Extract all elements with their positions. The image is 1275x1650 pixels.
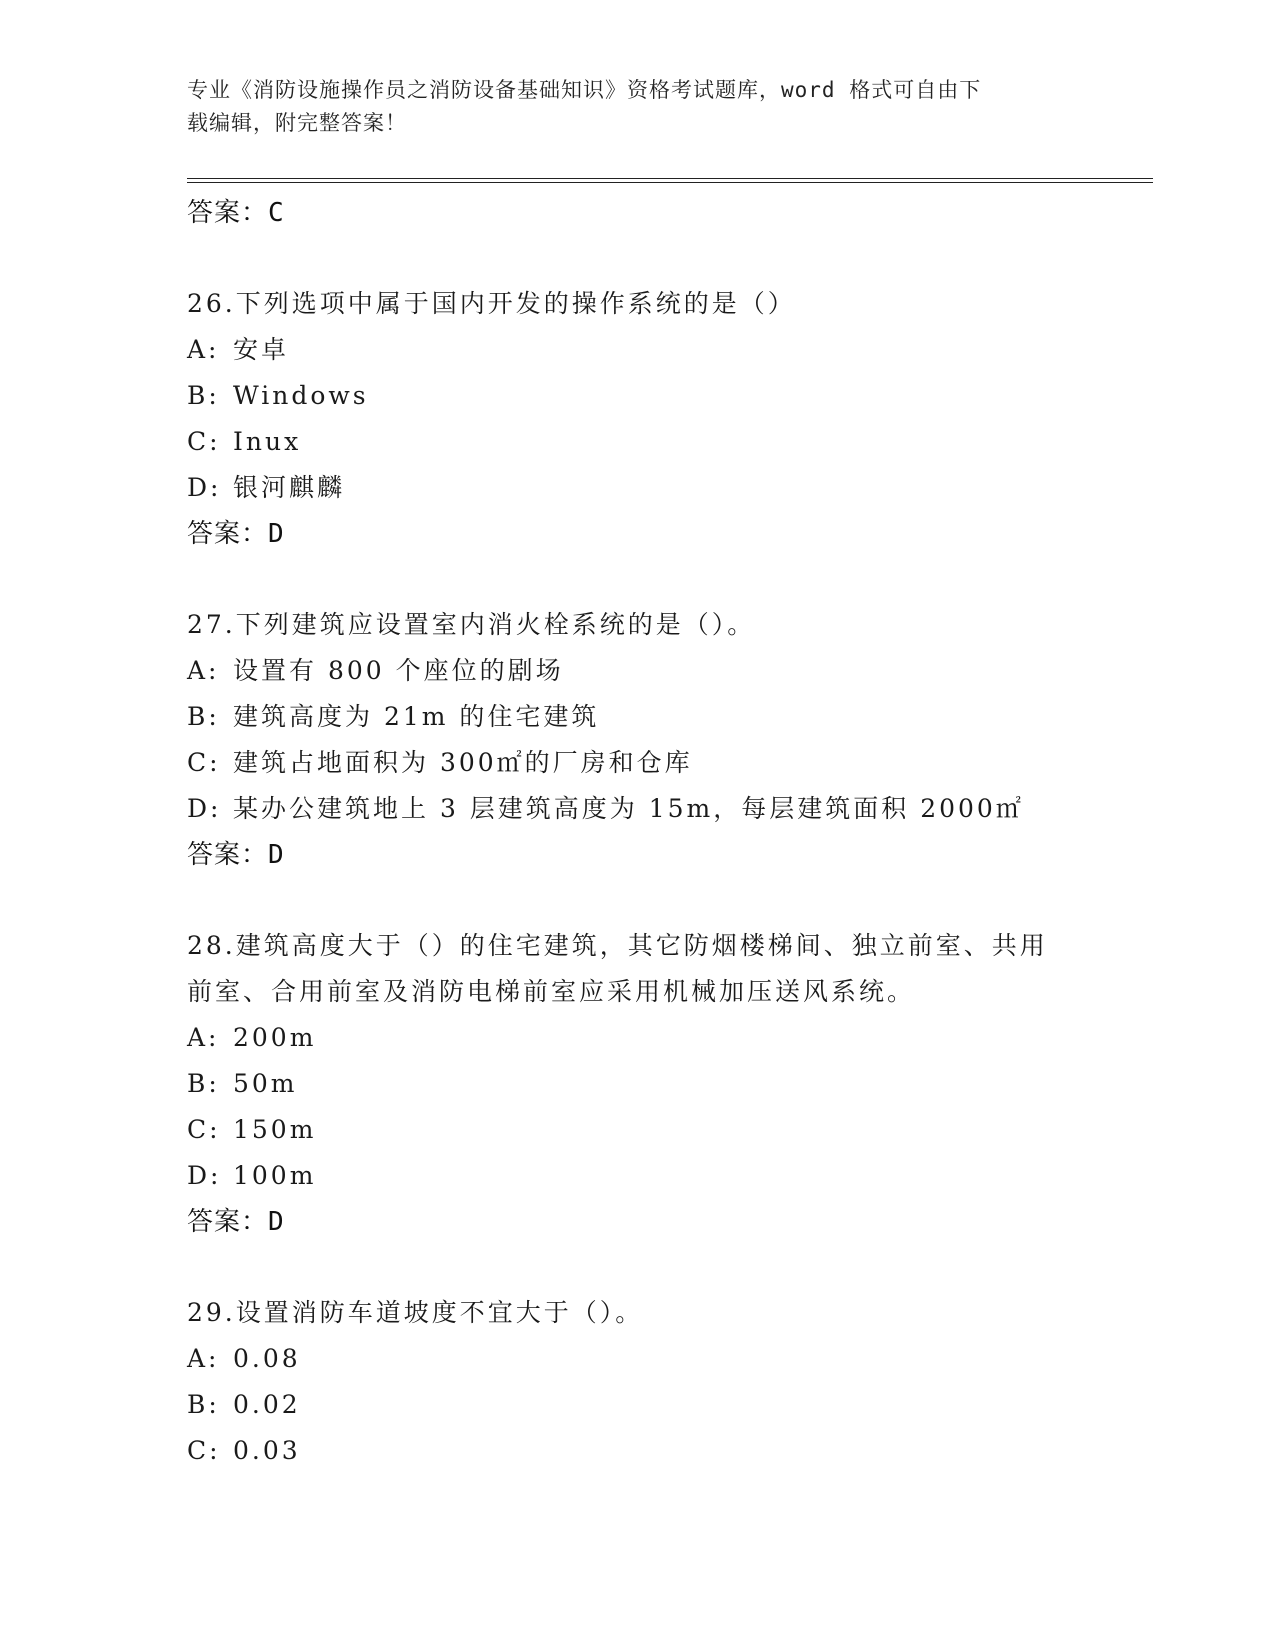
option-b — [187, 694, 1087, 740]
question-28-continued: 前室、合用前室及消防电梯前室应采用机械加压送风系统。 — [187, 977, 916, 1006]
question-number: 27. — [187, 610, 236, 639]
option-text: 建筑占地面积为 300㎡的厂房和仓库 — [233, 748, 693, 777]
question-26 — [187, 281, 1087, 327]
option-c — [187, 419, 1087, 465]
option-letter: A: — [187, 656, 220, 685]
option-text: 某办公建筑地上 3 层建筑高度为 15m，每层建筑面积 2000㎡ — [233, 794, 1024, 823]
header-note — [187, 74, 1067, 140]
option-d — [187, 786, 1087, 832]
option-letter: B: — [187, 1390, 220, 1419]
option-text: 50m — [233, 1069, 298, 1098]
header-divider-bottom — [187, 182, 1153, 183]
question-number: 26. — [187, 289, 236, 318]
answer-line — [187, 1199, 1087, 1245]
option-letter: D: — [187, 473, 222, 502]
header-divider-top — [187, 178, 1153, 179]
option-b — [187, 1061, 1087, 1107]
option-letter: D: — [187, 794, 222, 823]
question-29 — [187, 1290, 1087, 1336]
option-b — [187, 1382, 1087, 1428]
answer-value: D — [268, 840, 285, 870]
answer-line — [187, 190, 1087, 236]
option-b — [187, 373, 1087, 419]
answer-line — [187, 832, 1087, 878]
question-number: 28. — [187, 931, 236, 960]
option-letter: A: — [187, 1344, 220, 1373]
header-line-1: 专业《消防设施操作员之消防设备基础知识》资格考试题库，word 格式可自由下 — [187, 78, 982, 102]
question-text: 下列建筑应设置室内消火栓系统的是（）。 — [235, 610, 756, 639]
option-d — [187, 1153, 1087, 1199]
option-text: 0.08 — [233, 1344, 301, 1373]
answer-value: D — [268, 519, 285, 549]
option-text: 0.02 — [233, 1390, 301, 1419]
option-text: 150m — [233, 1115, 317, 1144]
answer-label: 答案： — [187, 840, 269, 870]
option-text: 建筑高度为 21m 的住宅建筑 — [233, 702, 600, 731]
question-text: 设置消防车道坡度不宜大于（）。 — [235, 1298, 644, 1327]
option-text: 设置有 800 个座位的剧场 — [233, 656, 564, 685]
answer-value: C — [268, 198, 285, 228]
option-letter: A: — [187, 335, 220, 364]
option-letter: D: — [187, 1161, 222, 1190]
option-text: 100m — [233, 1161, 317, 1190]
option-letter: B: — [187, 381, 220, 410]
option-letter: C: — [187, 427, 221, 456]
option-c — [187, 1107, 1087, 1153]
option-letter: C: — [187, 748, 221, 777]
option-c — [187, 1428, 1087, 1474]
option-a — [187, 1015, 1087, 1061]
answer-label: 答案： — [187, 198, 269, 228]
option-text: Inux — [233, 427, 302, 456]
option-a — [187, 1336, 1087, 1382]
answer-line — [187, 511, 1087, 557]
question-text: 下列选项中属于国内开发的操作系统的是（） — [235, 289, 796, 318]
option-text: Windows — [233, 381, 369, 410]
option-c — [187, 740, 1087, 786]
option-letter: B: — [187, 1069, 220, 1098]
question-number: 29. — [187, 1298, 236, 1327]
option-letter: A: — [187, 1023, 220, 1052]
option-text: 安卓 — [233, 335, 290, 364]
header-line-2: 载编辑，附完整答案！ — [187, 111, 407, 135]
option-text: 银河麒麟 — [233, 473, 346, 502]
question-28 — [187, 923, 1087, 969]
option-text: 200m — [233, 1023, 317, 1052]
option-a — [187, 327, 1087, 373]
option-letter: B: — [187, 702, 220, 731]
answer-label: 答案： — [187, 1207, 269, 1237]
question-text: 建筑高度大于（）的住宅建筑，其它防烟楼梯间、独立前室、共用 — [235, 931, 1048, 960]
answer-label: 答案： — [187, 519, 269, 549]
option-a — [187, 648, 1087, 694]
option-letter: C: — [187, 1436, 221, 1465]
option-text: 0.03 — [233, 1436, 301, 1465]
answer-value: D — [268, 1207, 285, 1237]
question-list — [187, 190, 1087, 1474]
option-d — [187, 465, 1087, 511]
option-letter: C: — [187, 1115, 221, 1144]
question-27 — [187, 602, 1087, 648]
